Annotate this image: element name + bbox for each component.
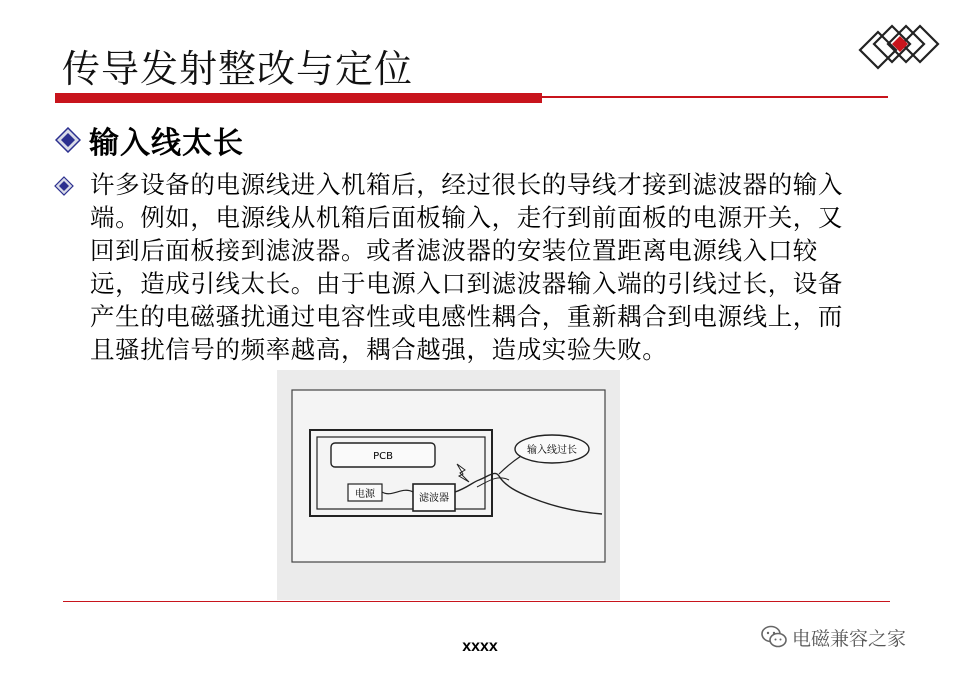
pcb-label: PCB xyxy=(373,451,393,462)
input-line-diagram xyxy=(277,370,620,600)
footer-rule xyxy=(63,601,890,602)
heading-text: 输入线太长 xyxy=(89,126,244,161)
footer-text: xxxx xyxy=(462,638,498,655)
watermark-text: 电磁兼容之家 xyxy=(792,627,907,650)
power-label: 电源 xyxy=(355,489,375,500)
diamond-bullet-icon xyxy=(55,127,81,153)
title-underline-rule xyxy=(542,96,888,98)
company-logo xyxy=(852,16,940,74)
wechat-icon xyxy=(760,624,788,650)
title-underline-bar xyxy=(55,93,542,103)
callout-label: 输入线过长 xyxy=(527,445,577,456)
slide-title: 传导发射整改与定位 xyxy=(62,47,414,91)
filter-label: 滤波器 xyxy=(419,493,449,504)
diamond-bullet-icon xyxy=(54,176,74,196)
section-heading xyxy=(55,120,244,160)
body-paragraph: 许多设备的电源线进入机箱后，经过很长的导线才接到滤波器的输入端。例如，电源线从机箱后面板输入，走行到前面板的电源开关，又回到后面板接到滤波器。或者滤波器的安装位置距离电源线入口较远，造成引线太长。由于电源入口到滤波器输入端的引线过长，设备产生的电磁骚扰通过电容性或电感性耦合，重新耦合到电源线上，而且骚扰信号的频率越高，耦合越强，造成实验失败。 xyxy=(90,170,843,364)
watermark xyxy=(760,622,906,652)
